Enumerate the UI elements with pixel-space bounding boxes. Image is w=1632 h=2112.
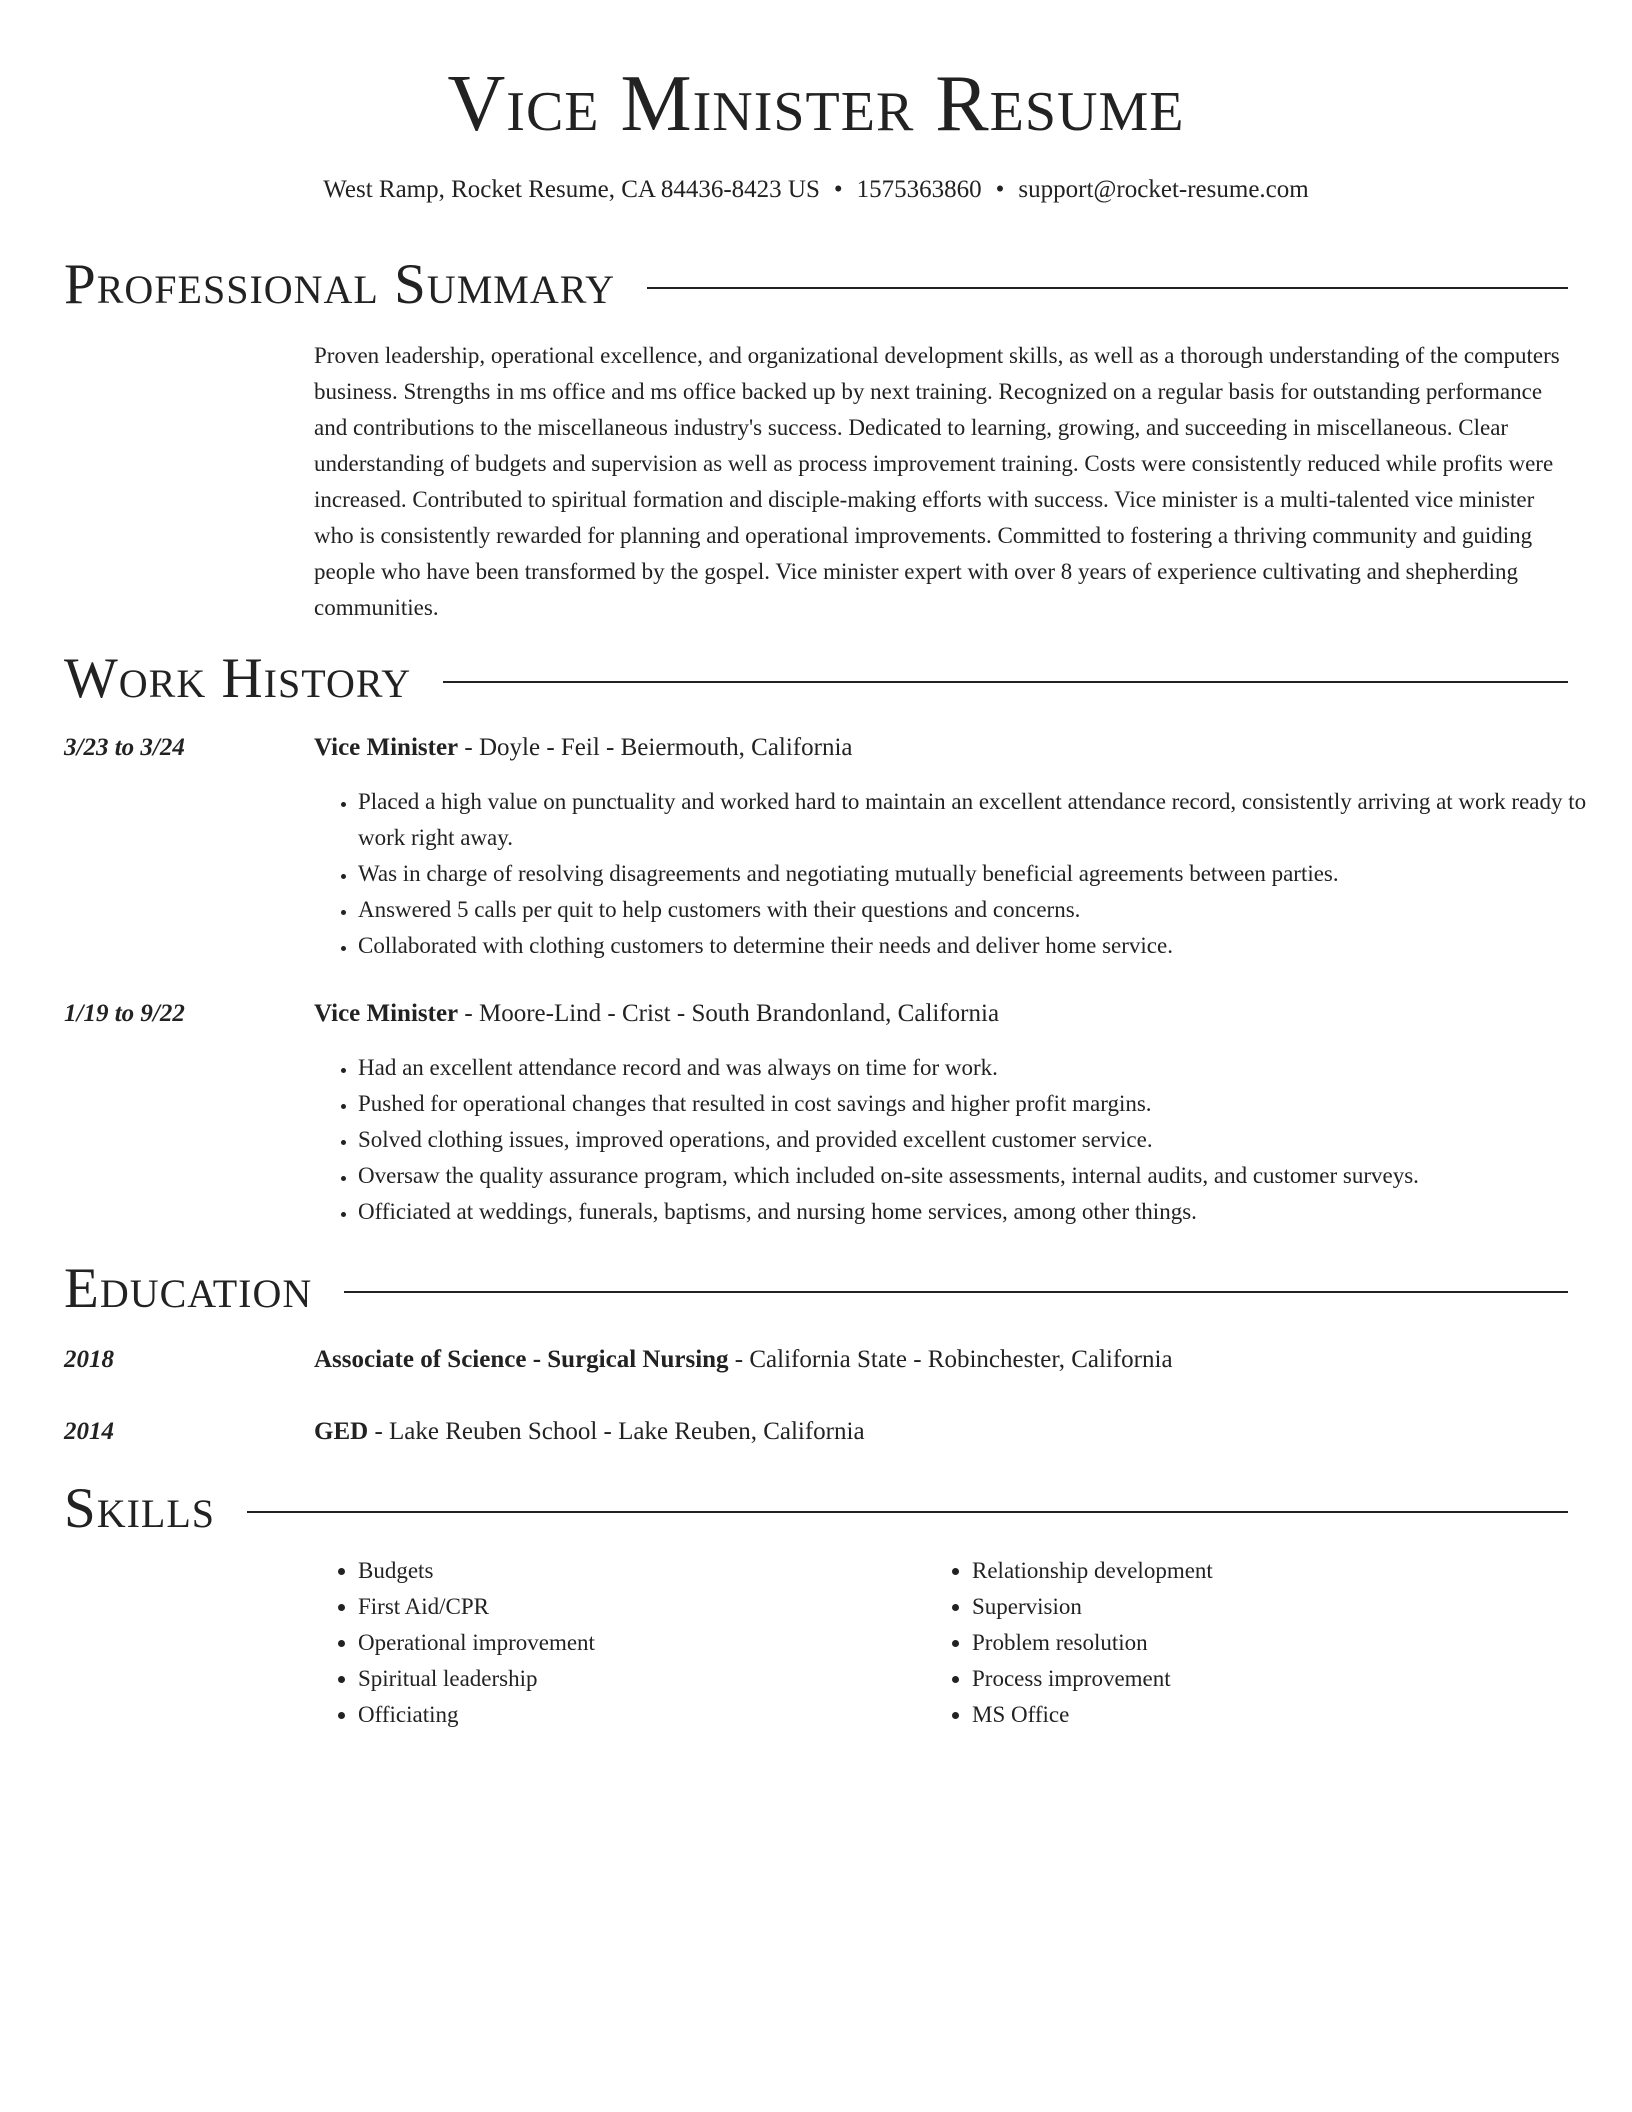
skill-item: • Spiritual leadership <box>358 1661 918 1697</box>
contact-address: West Ramp, Rocket Resume, CA 84436-8423 US <box>323 176 820 203</box>
contact-line <box>0 173 1632 207</box>
work-heading <box>314 731 1568 765</box>
section-title-education: Education <box>64 1257 313 1320</box>
skill-item: • Problem resolution <box>972 1625 1572 1661</box>
education-heading <box>314 1415 1568 1449</box>
section-title-summary: Professional Summary <box>64 253 616 316</box>
list-item: • Placed a high value on punctuality and worked hard to maintain an excellent attendance record, consistently arriving at work ready to work right away. <box>358 784 1612 856</box>
section-header-education <box>64 1256 1568 1322</box>
contact-phone: 1575363860 <box>856 176 982 203</box>
work-dates: 3/23 to 3/24 <box>64 734 185 761</box>
section-divider <box>344 1291 1568 1293</box>
list-item: • Solved clothing issues, improved operations, and provided excellent customer service. <box>358 1122 1612 1158</box>
job-details: - Doyle - Feil - Beiermouth, California <box>458 734 853 761</box>
list-item: • Collaborated with clothing customers to determine their needs and deliver home service. <box>358 928 1612 964</box>
section-header-skills <box>64 1476 1568 1542</box>
school-details: - California State - Robinchester, California <box>728 1346 1173 1373</box>
section-header-work <box>64 646 1568 712</box>
work-bullets <box>314 784 1612 964</box>
school-details: - Lake Reuben School - Lake Reuben, California <box>368 1418 865 1445</box>
skill-item: • MS Office <box>972 1697 1572 1733</box>
work-bullets <box>314 1050 1612 1230</box>
list-item: • Oversaw the quality assurance program, which included on-site assessments, internal audits, and customer surveys. <box>358 1158 1612 1194</box>
job-details: - Moore-Lind - Crist - South Brandonland, California <box>458 1000 1000 1027</box>
education-heading <box>314 1343 1568 1377</box>
list-item: • Officiated at weddings, funerals, baptisms, and nursing home services, among other things. <box>358 1194 1612 1230</box>
contact-email: support@rocket-resume.com <box>1018 176 1309 203</box>
skill-item: • Relationship development <box>972 1553 1572 1589</box>
degree: Associate of Science - Surgical Nursing <box>314 1346 729 1373</box>
skill-item: • Officiating <box>358 1697 918 1733</box>
list-item: • Was in charge of resolving disagreements and negotiating mutually beneficial agreements between parties. <box>358 856 1612 892</box>
skill-item: • Supervision <box>972 1589 1572 1625</box>
section-divider <box>443 681 1568 683</box>
skill-item: • Process improvement <box>972 1661 1572 1697</box>
list-item: • Answered 5 calls per quit to help customers with their questions and concerns. <box>358 892 1612 928</box>
section-title-skills: Skills <box>64 1477 216 1540</box>
contact-separator: • <box>833 176 843 203</box>
section-header-summary <box>64 252 1568 318</box>
job-title: Vice Minister <box>314 734 459 761</box>
section-divider <box>647 287 1568 289</box>
skills-list-right <box>928 1553 1572 1733</box>
section-title-work: Work History <box>64 647 412 710</box>
skill-item: • Budgets <box>358 1553 918 1589</box>
list-item: • Had an excellent attendance record and was always on time for work. <box>358 1050 1612 1086</box>
work-dates: 1/19 to 9/22 <box>64 1000 185 1027</box>
education-year: 2014 <box>64 1418 114 1445</box>
skill-item: • Operational improvement <box>358 1625 918 1661</box>
work-heading <box>314 997 1568 1031</box>
degree: GED <box>314 1418 369 1445</box>
section-divider <box>247 1511 1568 1513</box>
skill-item: • First Aid/CPR <box>358 1589 918 1625</box>
job-title: Vice Minister <box>314 1000 459 1027</box>
education-year: 2018 <box>64 1346 114 1373</box>
contact-separator: • <box>995 176 1005 203</box>
resume-name: Vice Minister Resume <box>447 60 1185 148</box>
list-item: • Pushed for operational changes that resulted in cost savings and higher profit margins. <box>358 1086 1612 1122</box>
professional-summary-text: Proven leadership, operational excellence, and organizational development skills, as well as a thorough understanding of the computers business. Strengths in ms office and ms office backed up by next training. Recognized on a regular basis for outstanding performance and contributions to the miscellaneous industry's success. Dedicated to learning, growing, and succeeding in miscellaneous. Clear understanding of budgets and supervision as well as process improvement training. Costs were consistently reduced while profits were increased. Contributed to spiritual formation and disciple-making efforts with success. Vice minister is a multi-talented vice minister who is consistently rewarded for planning and operational improvements. Committed to fostering a thriving community and guiding people who have been transformed by the gospel. Vice minister expert with over 8 years of experience cultivating and shepherding communities. <box>314 343 1560 620</box>
skills-list-left <box>314 1553 918 1733</box>
